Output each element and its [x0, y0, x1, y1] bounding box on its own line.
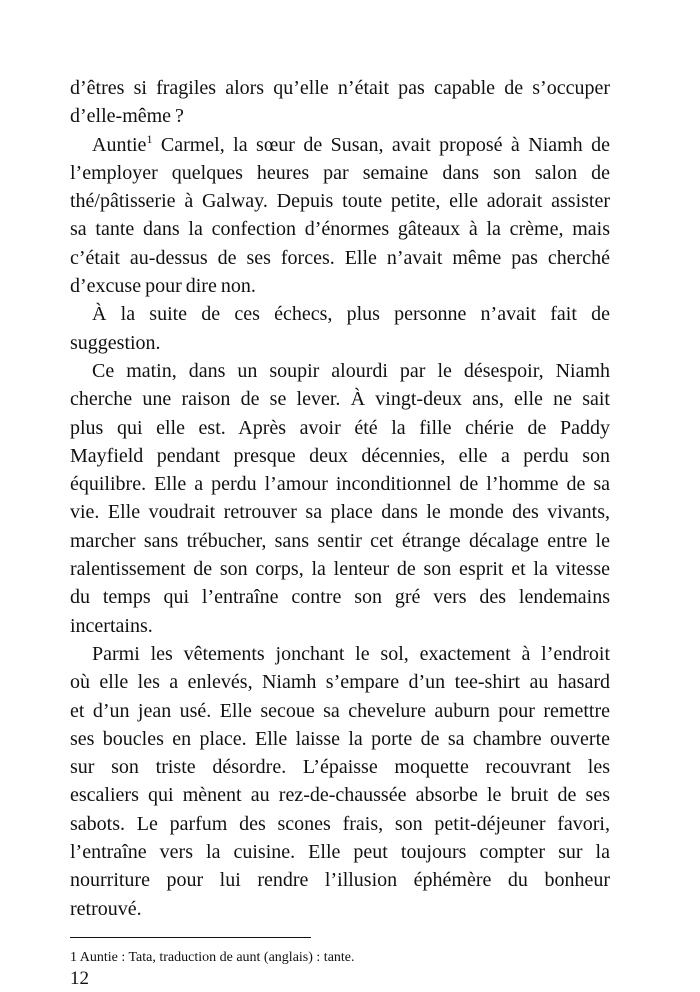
text-line: suggestion. — [70, 331, 161, 354]
text-line: Mayfield pendant presque deux décennies, elle a perdu son — [70, 444, 610, 467]
text-line: Parmi les vêtements jonchant le sol, exactement à l’endroit — [92, 642, 610, 665]
text-line: nourriture pour lui rendre l’illusion éphémère du bonheur — [70, 869, 610, 892]
text-line: où elle les a enlevés, Niamh s’empare d’un tee-shirt au hasard — [70, 671, 610, 694]
paragraph — [70, 300, 610, 357]
text-line: plus qui elle est. Après avoir été la fille chérie de Paddy — [70, 416, 610, 439]
paragraph — [70, 131, 610, 301]
text-line: c’était au-dessus de ses forces. Elle n’avait même pas cherché — [70, 246, 610, 269]
body-text — [70, 74, 610, 923]
text-line: Ce matin, dans un soupir alourdi par le désespoir, Niamh — [92, 359, 610, 382]
footnote-reference: 1 — [146, 131, 153, 146]
text-line: thé/pâtisserie à Galway. Depuis toute petite, elle adorait assister — [70, 190, 610, 213]
text-line: Auntie$^1$ Carmel, la sœur de Susan, avait proposé à Niamh de — [92, 131, 610, 156]
text-line: ralentissement de son corps, la lenteur de son esprit et la vitesse — [70, 558, 610, 581]
text-line: l’entraîne vers la cuisine. Elle peut toujours compter sur la — [70, 841, 610, 864]
paragraph — [70, 357, 610, 640]
text-line: et d’un jean usé. Elle secoue sa chevelure auburn pour remettre — [70, 699, 610, 722]
text-line: sa tante dans la confection d’énormes gâteaux à la crème, mais — [70, 218, 610, 241]
text-line: d’excuse pour dire non. — [70, 275, 256, 298]
paragraph — [70, 74, 610, 131]
text-line: l’employer quelques heures par semaine dans son salon de — [70, 161, 610, 184]
text-line: cherche une raison de se lever. À vingt-deux ans, elle ne sait — [70, 388, 610, 411]
text-line: À la suite de ces échecs, plus personne n’avait fait de — [92, 303, 610, 326]
footnote: 1 Auntie : Tata, traduction de aunt (anglais) : tante. — [70, 949, 355, 965]
text-line: ses boucles en place. Elle laisse la porte de sa chambre ouverte — [70, 727, 610, 750]
text-line: incertains. — [70, 614, 153, 637]
text-line: vie. Elle voudrait retrouver sa place dans le monde des vivants, — [70, 501, 610, 524]
text-line: d’elle-même ? — [70, 105, 184, 128]
text-line: marcher sans trébucher, sans sentir cet étrange décalage entre le — [70, 529, 610, 552]
page-number: 12 — [70, 967, 89, 989]
text-line: sur son triste désordre. L’épaisse moquette recouvrant les — [70, 756, 610, 779]
text-line: escaliers qui mènent au rez-de-chaussée absorbe le bruit de ses — [70, 784, 610, 807]
text-line: d’êtres si fragiles alors qu’elle n’était pas capable de s’occuper — [70, 77, 610, 99]
paragraph — [70, 640, 610, 923]
text-line: retrouvé. — [70, 897, 142, 920]
text-line: équilibre. Elle a perdu l’amour inconditionnel de l’homme de sa — [70, 473, 610, 496]
text-line: sabots. Le parfum des scones frais, son petit-déjeuner favori, — [70, 812, 610, 835]
footnote-divider — [70, 937, 311, 938]
text-line: du temps qui l’entraîne contre son gré vers des lendemains — [70, 586, 610, 609]
page-content — [70, 74, 610, 990]
